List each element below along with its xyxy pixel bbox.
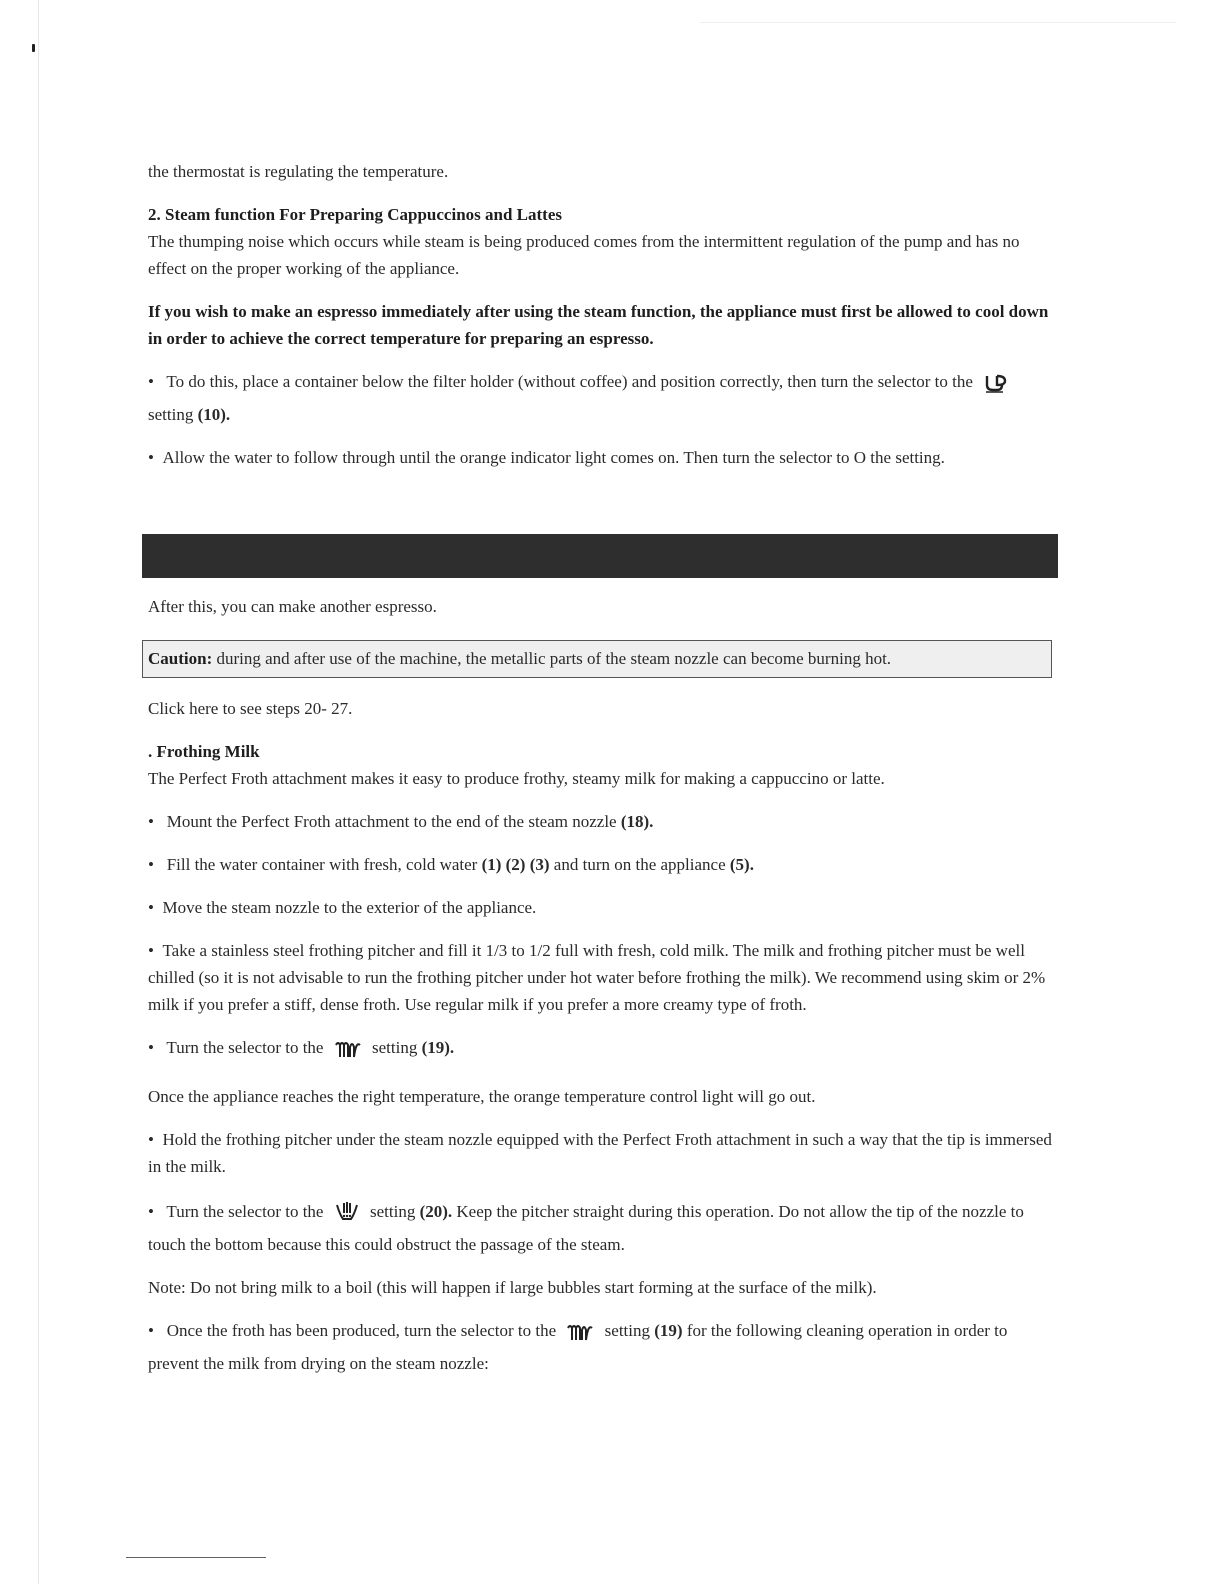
bullet-hold-pitcher: • Hold the frothing pitcher under the steam nozzle equipped with the Perfect Froth attachment in such a way that the tip is immersed in the milk. <box>148 1126 1058 1180</box>
caution-box <box>142 640 1052 678</box>
document-body <box>148 158 1058 471</box>
ref-19b: (19) <box>654 1321 683 1340</box>
after-this-text: After this, you can make another espresso. <box>148 597 437 616</box>
steam-pitcher-icon <box>334 1201 360 1231</box>
ref-10: (10). <box>197 405 231 424</box>
frothing-section <box>148 695 1058 1377</box>
bullet-fill-water <box>148 851 1058 878</box>
b8-text: Once the froth has been produced, turn the selector to the <box>166 1321 557 1340</box>
bullet-container-below-filter <box>148 368 1058 428</box>
b1-text: Mount the Perfect Froth attachment to the end of the steam nozzle <box>166 812 617 831</box>
thumping-noise-paragraph: The thumping noise which occurs while steam is being produced comes from the intermittent regulation of the pump and has no effect on the proper working of the appliance. <box>148 232 1020 278</box>
scan-left-edge <box>38 0 39 1584</box>
bullet-container-text: To do this, place a container below the filter holder (without coffee) and position correctly, then turn the selector to the <box>166 372 973 391</box>
bullet-move-nozzle: • Move the steam nozzle to the exterior of the appliance. <box>148 894 1058 921</box>
steam-wave-icon <box>334 1039 362 1067</box>
b8-rest: for the following cleaning operation in order to prevent the milk from drying on the steam nozzle: <box>148 1321 1008 1373</box>
click-here-link[interactable]: Click here to see steps 20- 27. <box>148 699 353 718</box>
bottom-rule <box>126 1557 266 1558</box>
ref-5: (5). <box>729 855 754 874</box>
ref-19: (19). <box>421 1038 455 1057</box>
after-bar-section <box>148 593 1058 620</box>
intro-tail: the thermostat is regulating the temperature. <box>148 162 449 181</box>
ref-20: (20). <box>419 1202 453 1221</box>
note-boil: Note: Do not bring milk to a boil (this will happen if large bubbles start forming at the surface of the milk). <box>148 1278 877 1297</box>
b2-text: Fill the water container with fresh, cold water <box>166 855 478 874</box>
ref-18: (18). <box>620 812 654 831</box>
b7-setting-word: setting <box>369 1202 416 1221</box>
perfect-froth-intro: The Perfect Froth attachment makes it easy to produce frothy, steamy milk for making a cappuccino or latte. <box>148 769 885 788</box>
b5-text: Turn the selector to the <box>166 1038 324 1057</box>
bullet-mount-attachment <box>148 808 1058 835</box>
bullet-turn-selector-19 <box>148 1034 1058 1067</box>
bullet-turn-selector-20 <box>148 1198 1058 1258</box>
b7-rest: Keep the pitcher straight during this operation. Do not allow the tip of the nozzle to touch the bottom because this could obstruct the passage of the steam. <box>148 1202 1024 1254</box>
b5-setting-word: setting <box>371 1038 418 1057</box>
temperature-light-paragraph: Once the appliance reaches the right temperature, the orange temperature control light will go out. <box>148 1087 816 1106</box>
scan-top-edge <box>700 22 1176 23</box>
caution-label: Caution: <box>148 649 213 668</box>
bullet-stainless-pitcher: • Take a stainless steel frothing pitcher and fill it 1/3 to 1/2 full with fresh, cold milk. The milk and frothing pitcher must be well chilled (so it is not advisable to run the frothing pitcher under hot water before frothing the milk). We recommend using skim or 2% milk if you prefer a stiff, dense froth. Use regular milk if you prefer a more creamy type of froth. <box>148 937 1058 1018</box>
steam-function-heading: 2. Steam function For Preparing Cappuccinos and Lattes <box>148 205 563 224</box>
b8-setting-word: setting <box>604 1321 650 1340</box>
hot-water-cup-icon <box>983 373 1009 401</box>
bullet-allow-water: • Allow the water to follow through until the orange indicator light comes on. Then turn the selector to O the setting. <box>148 444 1058 471</box>
b7-text: Turn the selector to the <box>166 1202 324 1221</box>
b2-text2: and turn on the appliance <box>553 855 726 874</box>
frothing-milk-heading: . Frothing Milk <box>148 742 260 761</box>
dark-redaction-bar <box>142 534 1058 578</box>
steam-wave-icon <box>566 1322 594 1350</box>
bullet-once-froth-produced <box>148 1317 1058 1377</box>
scan-speck <box>32 44 35 52</box>
cool-down-note: If you wish to make an espresso immediately after using the steam function, the appliance must first be allowed to cool down in order to achieve the correct temperature for preparing an espresso. <box>148 302 1049 348</box>
caution-text: during and after use of the machine, the metallic parts of the steam nozzle can become burning hot. <box>216 649 892 668</box>
bullet-container-setting-word: setting <box>148 405 194 424</box>
ref-1-2-3: (1) (2) (3) <box>481 855 550 874</box>
